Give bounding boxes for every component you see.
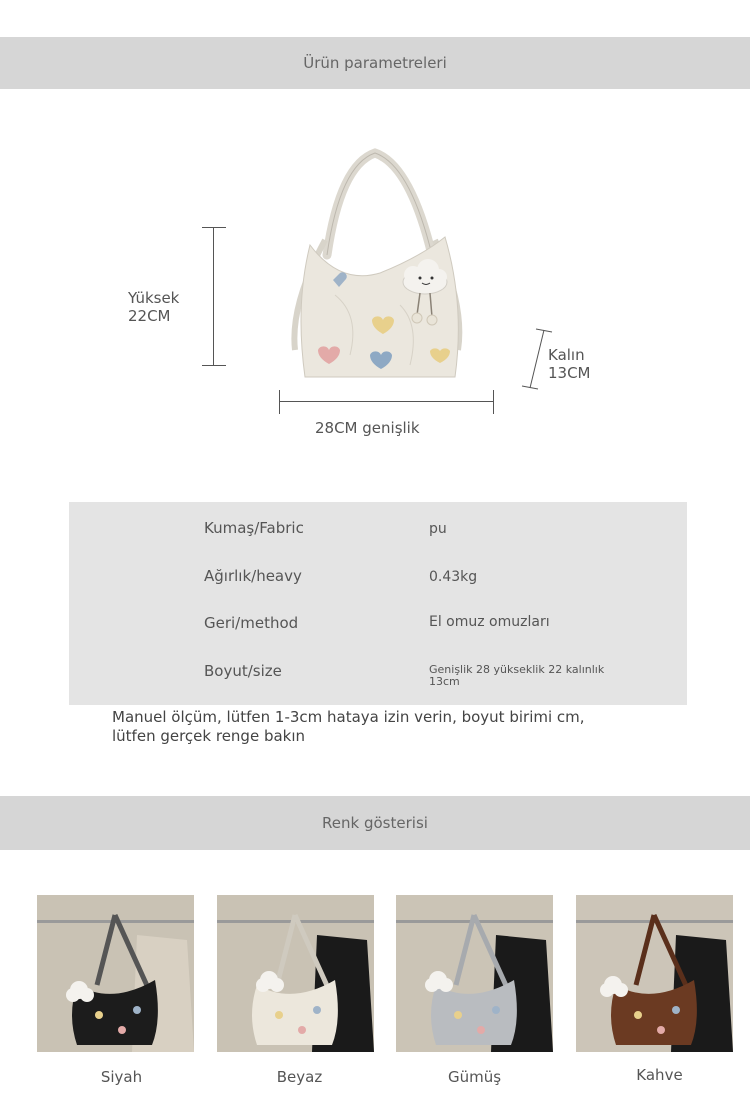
param-row-weight <box>69 567 687 607</box>
param-label: Ağırlık/heavy <box>204 567 302 585</box>
section-header-parameters <box>0 37 750 89</box>
width-measure-cap-left <box>279 390 280 414</box>
bag-photo <box>217 895 374 1052</box>
param-row-method <box>69 614 687 654</box>
param-value: Genişlik 28 yükseklik 22 kalınlık 13cm <box>429 663 605 688</box>
section-title: Ürün parametreleri <box>303 54 447 72</box>
color-label: Kahve <box>636 1066 683 1084</box>
bag-illustration <box>280 145 480 385</box>
bag-photo <box>37 895 194 1052</box>
color-label: Gümüş <box>447 1068 502 1086</box>
bag-photo <box>396 895 553 1052</box>
color-swatch-image[interactable] <box>217 895 374 1052</box>
param-value: El omuz omuzları <box>429 614 550 630</box>
param-value: 0.43kg <box>429 569 478 585</box>
color-label: Beyaz <box>276 1068 323 1086</box>
color-swatch-image[interactable] <box>576 895 733 1052</box>
param-value: pu <box>429 521 447 537</box>
bag-photo <box>576 895 733 1052</box>
section-title: Renk gösterisi <box>322 814 428 832</box>
color-swatch-image[interactable] <box>396 895 553 1052</box>
param-label: Boyut/size <box>204 662 282 680</box>
param-label: Geri/method <box>204 614 299 632</box>
param-row-size <box>69 662 687 702</box>
param-row-fabric <box>69 519 687 559</box>
width-label: 28CM genişlik <box>315 419 420 437</box>
height-measure-line <box>213 227 214 366</box>
depth-label: Kalın 13CM <box>548 346 591 382</box>
height-measure-cap-top <box>202 227 226 228</box>
width-measure-cap-right <box>493 390 494 414</box>
width-measure-line <box>279 401 494 402</box>
height-label: Yüksek 22CM <box>128 289 180 325</box>
color-swatch-image[interactable] <box>37 895 194 1052</box>
measurement-note: Manuel ölçüm, lütfen 1-3cm hataya izin verin, boyut birimi cm, lütfen gerçek renge bakın <box>112 708 585 745</box>
param-label: Kumaş/Fabric <box>204 519 304 537</box>
height-measure-cap-bottom <box>202 365 226 366</box>
section-header-colors <box>0 796 750 850</box>
color-label: Siyah <box>100 1068 143 1086</box>
parameters-table <box>69 502 687 705</box>
